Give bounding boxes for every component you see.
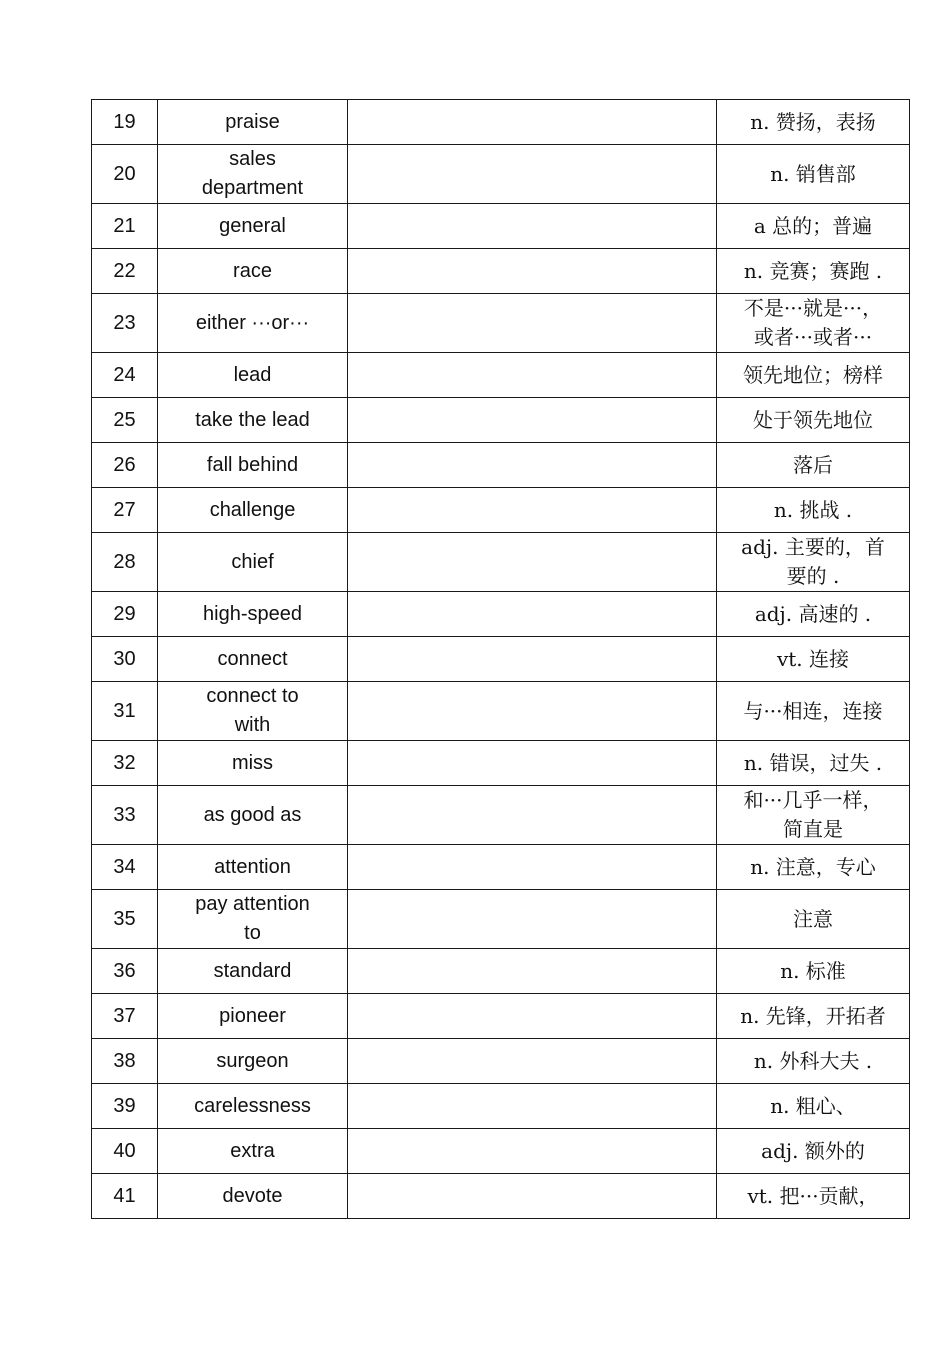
row-number: 39: [92, 1084, 158, 1129]
table-row: [92, 682, 910, 741]
chinese-meaning: vt. 连接: [717, 637, 910, 682]
table-row: [92, 845, 910, 890]
english-word: fall behind: [158, 443, 348, 488]
blank-answer-cell: [348, 488, 717, 533]
row-number: 38: [92, 1039, 158, 1084]
english-word: standard: [158, 949, 348, 994]
row-number: 23: [92, 294, 158, 353]
chinese-meaning: 注意: [717, 890, 910, 949]
table-row: [92, 592, 910, 637]
table-row: [92, 533, 910, 592]
blank-answer-cell: [348, 741, 717, 786]
english-word: chief: [158, 533, 348, 592]
chinese-meaning: adj. 高速的 .: [717, 592, 910, 637]
blank-answer-cell: [348, 890, 717, 949]
row-number: 27: [92, 488, 158, 533]
blank-answer-cell: [348, 294, 717, 353]
vocabulary-table: [91, 99, 910, 1219]
table-row: [92, 890, 910, 949]
english-word: devote: [158, 1174, 348, 1219]
row-number: 29: [92, 592, 158, 637]
table-row: [92, 204, 910, 249]
table-row: [92, 1039, 910, 1084]
row-number: 31: [92, 682, 158, 741]
blank-answer-cell: [348, 1129, 717, 1174]
row-number: 36: [92, 949, 158, 994]
row-number: 40: [92, 1129, 158, 1174]
table-row: [92, 294, 910, 353]
table-row: [92, 398, 910, 443]
table-row: [92, 786, 910, 845]
chinese-meaning: 与···相连，连接: [717, 682, 910, 741]
chinese-meaning: n. 赞扬，表扬: [717, 100, 910, 145]
english-word: carelessness: [158, 1084, 348, 1129]
english-word: surgeon: [158, 1039, 348, 1084]
chinese-meaning: 领先地位；榜样: [717, 353, 910, 398]
blank-answer-cell: [348, 443, 717, 488]
blank-answer-cell: [348, 1084, 717, 1129]
english-word: high-speed: [158, 592, 348, 637]
blank-answer-cell: [348, 786, 717, 845]
row-number: 41: [92, 1174, 158, 1219]
chinese-meaning: adj. 主要的，首 要的 .: [717, 533, 910, 592]
row-number: 33: [92, 786, 158, 845]
blank-answer-cell: [348, 204, 717, 249]
blank-answer-cell: [348, 682, 717, 741]
english-word: either ···or···: [158, 294, 348, 353]
row-number: 34: [92, 845, 158, 890]
english-word: challenge: [158, 488, 348, 533]
table-row: [92, 353, 910, 398]
chinese-meaning: n. 挑战 .: [717, 488, 910, 533]
table-row: [92, 949, 910, 994]
english-word: take the lead: [158, 398, 348, 443]
blank-answer-cell: [348, 100, 717, 145]
english-word: extra: [158, 1129, 348, 1174]
table-row: [92, 145, 910, 204]
chinese-meaning: a 总的；普遍: [717, 204, 910, 249]
blank-answer-cell: [348, 533, 717, 592]
row-number: 25: [92, 398, 158, 443]
row-number: 32: [92, 741, 158, 786]
table-row: [92, 741, 910, 786]
table-row: [92, 637, 910, 682]
english-word: sales department: [158, 145, 348, 204]
english-word: pioneer: [158, 994, 348, 1039]
table-row: [92, 1084, 910, 1129]
row-number: 20: [92, 145, 158, 204]
english-word: praise: [158, 100, 348, 145]
blank-answer-cell: [348, 949, 717, 994]
chinese-meaning: 处于领先地位: [717, 398, 910, 443]
row-number: 37: [92, 994, 158, 1039]
blank-answer-cell: [348, 637, 717, 682]
blank-answer-cell: [348, 1039, 717, 1084]
english-word: connect: [158, 637, 348, 682]
vocabulary-table-body: [92, 100, 910, 1219]
blank-answer-cell: [348, 1174, 717, 1219]
english-word: lead: [158, 353, 348, 398]
english-word: general: [158, 204, 348, 249]
row-number: 28: [92, 533, 158, 592]
blank-answer-cell: [348, 592, 717, 637]
english-word: miss: [158, 741, 348, 786]
chinese-meaning: 不是···就是···， 或者···或者···: [717, 294, 910, 353]
chinese-meaning: n. 销售部: [717, 145, 910, 204]
blank-answer-cell: [348, 353, 717, 398]
blank-answer-cell: [348, 845, 717, 890]
row-number: 22: [92, 249, 158, 294]
chinese-meaning: 和···几乎一样， 简直是: [717, 786, 910, 845]
chinese-meaning: n. 标准: [717, 949, 910, 994]
table-row: [92, 994, 910, 1039]
english-word: as good as: [158, 786, 348, 845]
blank-answer-cell: [348, 249, 717, 294]
chinese-meaning: vt. 把···贡献，: [717, 1174, 910, 1219]
table-row: [92, 1174, 910, 1219]
table-row: [92, 1129, 910, 1174]
blank-answer-cell: [348, 398, 717, 443]
row-number: 35: [92, 890, 158, 949]
table-row: [92, 100, 910, 145]
chinese-meaning: n. 竞赛；赛跑 .: [717, 249, 910, 294]
chinese-meaning: n. 先锋，开拓者: [717, 994, 910, 1039]
row-number: 24: [92, 353, 158, 398]
english-word: connect to with: [158, 682, 348, 741]
chinese-meaning: n. 外科大夫 .: [717, 1039, 910, 1084]
table-row: [92, 488, 910, 533]
english-word: pay attention to: [158, 890, 348, 949]
chinese-meaning: n. 粗心、: [717, 1084, 910, 1129]
chinese-meaning: adj. 额外的: [717, 1129, 910, 1174]
english-word: attention: [158, 845, 348, 890]
chinese-meaning: 落后: [717, 443, 910, 488]
blank-answer-cell: [348, 994, 717, 1039]
row-number: 21: [92, 204, 158, 249]
row-number: 19: [92, 100, 158, 145]
blank-answer-cell: [348, 145, 717, 204]
row-number: 26: [92, 443, 158, 488]
english-word: race: [158, 249, 348, 294]
row-number: 30: [92, 637, 158, 682]
table-row: [92, 249, 910, 294]
chinese-meaning: n. 错误，过失 .: [717, 741, 910, 786]
chinese-meaning: n. 注意，专心: [717, 845, 910, 890]
table-row: [92, 443, 910, 488]
